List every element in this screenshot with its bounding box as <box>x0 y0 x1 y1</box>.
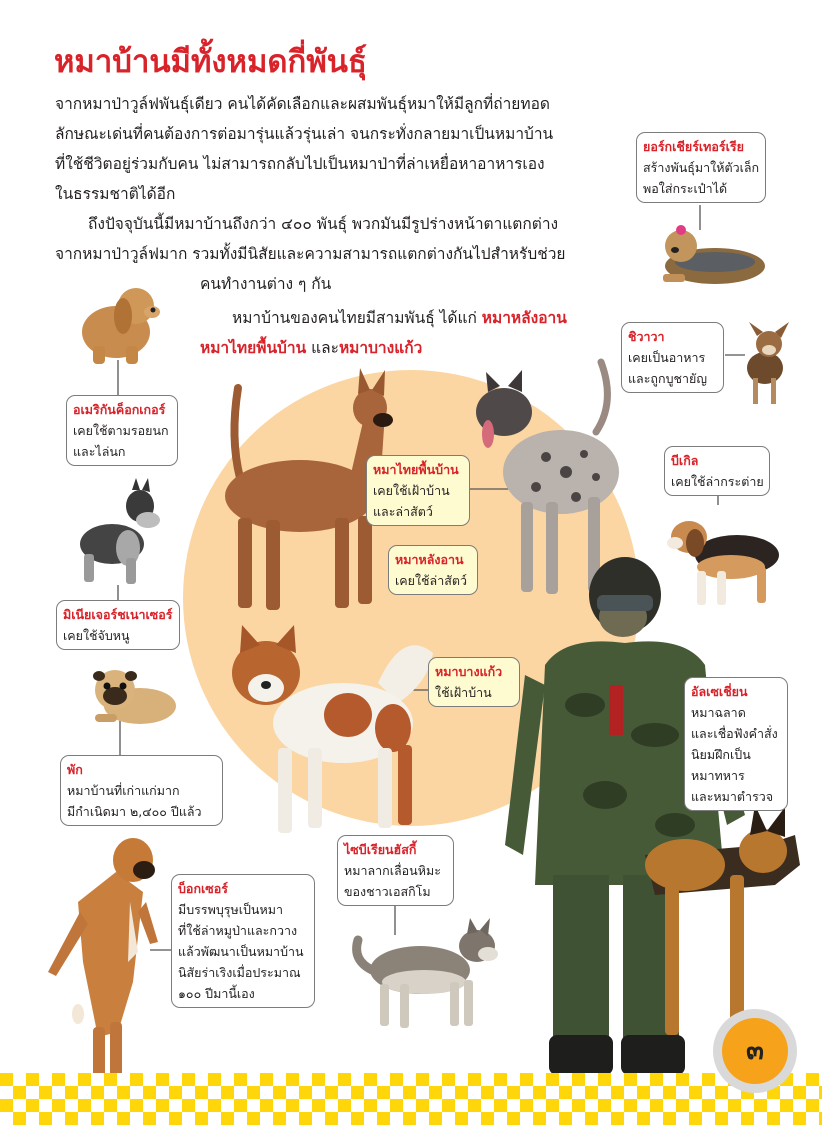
intro-line-4: ในธรรมชาติได้อีก <box>55 185 176 203</box>
soldier-alsatian-image <box>505 555 805 1085</box>
schnauzer-image <box>70 476 166 586</box>
label-line: เคยใช้ล่ากระต่าย <box>671 474 764 489</box>
label-line: หมาลากเลื่อนหิมะ <box>344 863 441 878</box>
label-line: สร้างพันธุ์มาให้ตัวเล็ก <box>643 160 760 175</box>
label-title: หมาบางแก้ว <box>435 664 503 679</box>
label-line: หมาฉลาด <box>691 705 746 720</box>
label-american-cocker <box>66 395 178 466</box>
label-line: หมาทหาร <box>691 768 745 783</box>
label-title: อเมริกันค็อกเกอร์ <box>73 402 166 417</box>
label-title: หมาไทยพื้นบ้าน <box>373 462 459 477</box>
checkered-footer <box>0 1073 822 1125</box>
label-line: นิยมฝึกเป็น <box>691 747 751 762</box>
label-thai-native-dog <box>366 455 470 526</box>
thai-breeds-connector: และ <box>311 339 339 357</box>
intro-line-2: ลักษณะเด่นที่คนต้องการต่อมารุ่นแล้วรุ่นเล่า จนกระทั่งกลายมาเป็นหมาบ้าน <box>55 125 554 143</box>
label-beagle <box>664 446 770 496</box>
label-line: พอใส่กระเป๋าได้ <box>643 181 728 196</box>
label-siberian-husky <box>337 835 454 906</box>
label-thai-ridgeback <box>388 545 478 595</box>
intro-line-1: จากหมาป่าวูล์ฟพันธุ์เดียว คนได้คัดเลือกและผสมพันธุ์หมาให้มีลูกที่ถ่ายทอด <box>55 95 550 113</box>
label-miniature-schnauzer <box>56 600 180 650</box>
intro-line-5: ถึงปัจจุบันนี้มีหมาบ้านถึงกว่า ๔๐๐ พันธุ์ พวกมันมีรูปร่างหน้าตาแตกต่าง <box>88 215 559 233</box>
label-line: และล่าสัตว์ <box>373 504 433 519</box>
label-yorkshire-terrier <box>636 132 766 203</box>
label-title: หมาหลังอาน <box>395 552 464 567</box>
label-pug <box>60 755 223 826</box>
intro-line-6: จากหมาป่าวูล์ฟมาก รวมทั้งมีนิสัยและความสามารถแตกต่างกันไปสำหรับช่วย <box>55 245 566 263</box>
label-title: มิเนียเจอร์ชเนาเซอร์ <box>63 607 173 622</box>
boxer-image <box>38 832 163 1087</box>
label-line: เคยใช้ล่าสัตว์ <box>395 573 467 588</box>
label-line: ของชาวเอสกิโม <box>344 884 431 899</box>
pug-image <box>85 662 180 728</box>
bangkaew-image <box>228 623 438 838</box>
thai-breeds-prefix: หมาบ้านของคนไทยมีสามพันธุ์ ได้แก่ <box>232 309 477 327</box>
label-line: ที่ใช้ล่าหมูป่าและกวาง <box>178 923 298 938</box>
label-title: ไซบีเรียนฮัสกี้ <box>344 842 417 857</box>
label-line: มีบรรพบุรุษเป็นหมา <box>178 902 283 917</box>
thai-breed-ridgeback: หมาหลังอาน <box>481 309 567 327</box>
american-cocker-image <box>68 282 168 366</box>
label-line: เคยใช้จับหนู <box>63 628 130 643</box>
thai-breed-bangkaew: หมาบางแก้ว <box>338 339 423 357</box>
yorkshire-terrier-image <box>655 218 770 290</box>
label-chihuahua <box>621 322 724 393</box>
label-line: เคยใช้ตามรอยนก <box>73 423 169 438</box>
label-title: ยอร์กเชียร์เทอร์เรีย <box>643 139 744 154</box>
label-title: บ็อกเซอร์ <box>178 881 228 896</box>
label-line: และหมาตำรวจ <box>691 789 774 804</box>
page-number: ๓ <box>722 1018 788 1084</box>
siberian-husky-image <box>352 920 502 1030</box>
thai-breed-native: หมาไทยพื้นบ้าน <box>200 339 307 357</box>
chihuahua-image <box>735 322 795 407</box>
label-line: ใช้เฝ้าบ้าน <box>435 685 492 700</box>
label-title: อัลเซเชี่ยน <box>691 684 748 699</box>
label-line: หมาบ้านที่เก่าแก่มาก <box>67 783 180 798</box>
label-line: เคยใช้เฝ้าบ้าน <box>373 483 450 498</box>
label-line: และเชื่อฟังคำสั่ง <box>691 726 778 741</box>
intro-line-3: ที่ใช้ชีวิตอยู่ร่วมกับคน ไม่สามารถกลับไปเป็นหมาป่าที่ล่าเหยื่อหาอาหารเอง <box>55 155 545 173</box>
label-line: ๑๐๐ ปีมานี้เอง <box>178 986 255 1001</box>
label-line: แล้วพัฒนาเป็นหมาบ้าน <box>178 944 304 959</box>
intro-line-7: คนทำงานต่าง ๆ กัน <box>200 275 332 293</box>
label-line: และถูกบูชายัญ <box>628 371 707 386</box>
page-title: หมาบ้านมีทั้งหมดกี่พันธุ์ <box>54 44 367 80</box>
label-line: มีกำเนิดมา ๒,๔๐๐ ปีแล้ว <box>67 804 202 819</box>
label-line: และไล่นก <box>73 444 126 459</box>
label-bangkaew <box>428 657 520 707</box>
label-title: ชิวาวา <box>628 329 665 344</box>
label-line: นิสัยร่าเริงเมื่อประมาณ <box>178 965 301 980</box>
label-title: บีเกิล <box>671 453 699 468</box>
label-boxer <box>171 874 315 1008</box>
label-line: เคยเป็นอาหาร <box>628 350 706 365</box>
label-title: พัก <box>67 762 83 777</box>
label-alsatian <box>684 677 788 811</box>
